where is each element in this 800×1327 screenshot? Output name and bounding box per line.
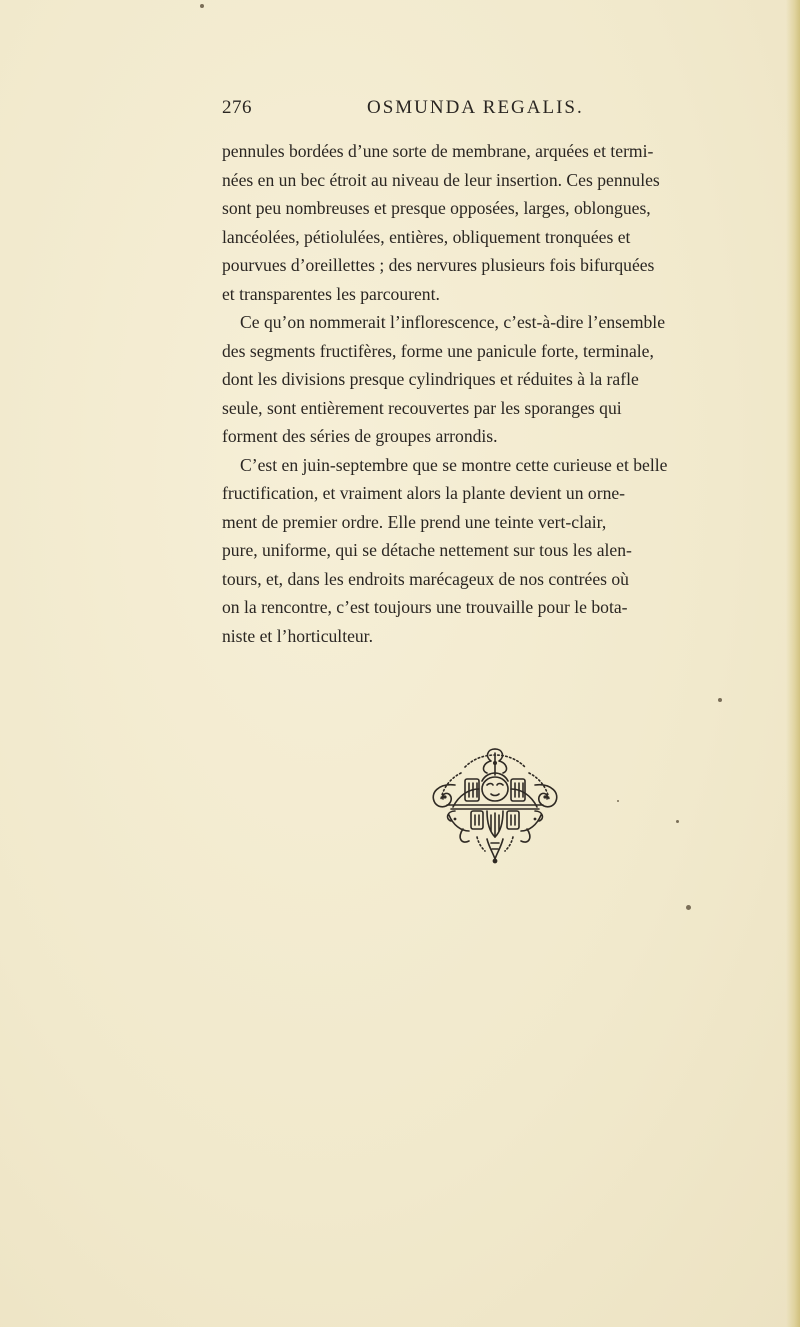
text-line: sont peu nombreuses et presque opposées, larges, oblongues,: [222, 198, 651, 218]
text-line: niste et l’horticulteur.: [222, 625, 373, 646]
text-line: pure, uniforme, qui se détache nettement sur tous les alen-: [222, 540, 632, 560]
running-title: OSMUNDA REGALIS.: [367, 97, 584, 118]
text-line: pourvues d’oreillettes ; des nervures plusieurs fois bifurquées: [222, 255, 655, 275]
text-line: pennules bordées d’une sorte de membrane, arquées et termi-: [222, 141, 654, 161]
body-text: [222, 137, 668, 650]
text-line: Ce qu’on nommerait l’inflorescence, c’est-à-dire l’ensemble: [240, 312, 665, 332]
text-line: forment des séries de groupes arrondis.: [222, 426, 498, 446]
text-line: ment de premier ordre. Elle prend une teinte vert-clair,: [222, 511, 607, 532]
page-edge-shadow: [786, 0, 800, 1327]
text-line: tours, et, dans les endroits marécageux de nos contrées où: [222, 568, 629, 589]
text-line: dont les divisions presque cylindriques et réduites à la rafle: [222, 369, 639, 389]
text-line: nées en un bec étroit au niveau de leur insertion. Ces pennules: [222, 169, 660, 190]
text-line: lancéolées, pétiolulées, entières, obliquement tronquées et: [222, 226, 631, 247]
page-number: 276: [222, 97, 252, 118]
text-line: fructification, et vraiment alors la plante devient un orne-: [222, 483, 626, 503]
text-line: des segments fructifères, forme une panicule forte, terminale,: [222, 340, 654, 361]
text-line: et transparentes les parcourent.: [222, 283, 440, 304]
fleuron-tailpiece-icon: [425, 745, 565, 865]
text-line: on la rencontre, c’est toujours une trouvaille pour le bota-: [222, 597, 628, 617]
running-head: [222, 97, 592, 123]
text-line: seule, sont entièrement recouvertes par les sporanges qui: [222, 397, 622, 418]
text-line: C’est en juin-septembre que se montre cette curieuse et belle: [240, 454, 668, 475]
